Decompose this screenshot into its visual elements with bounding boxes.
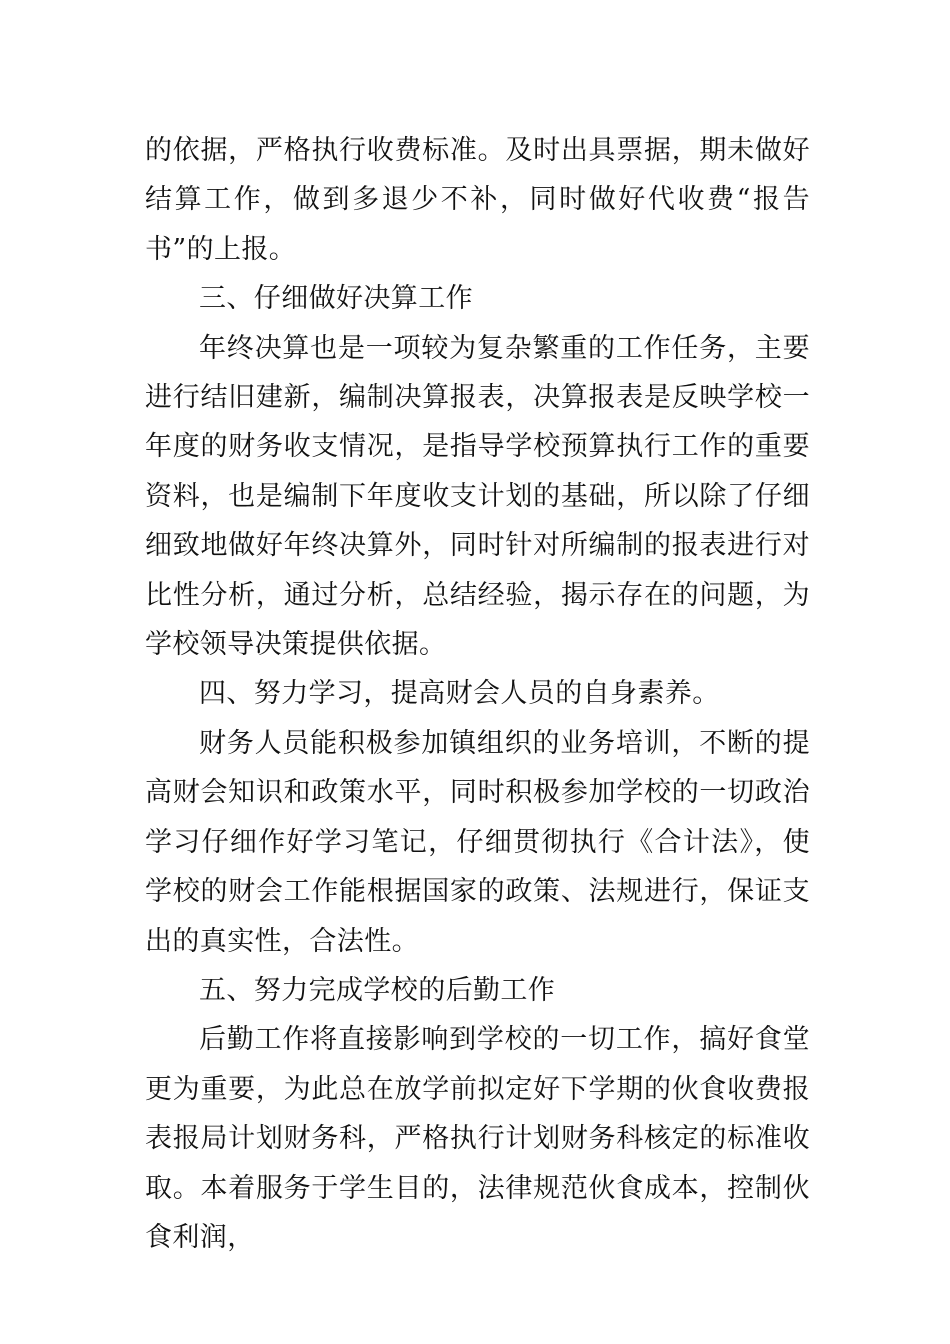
- heading-final-accounts: 三、仔细做好决算工作: [199, 283, 473, 315]
- paragraph-study: 财务人员能积极参加镇组织的业务培训，不断的提高财会知识和政策水平，同时积极参加学校的一切政治学习仔细作好学习笔记，仔细贯彻执行《合计法》，使学校的财会工作能根据国家的政策、法规进行，保证支出的真实性，合法性。: [145, 727, 810, 957]
- paragraph-logistics: 后勤工作将直接影响到学校的一切工作，搞好食堂更为重要，为此总在放学前拟定好下学期的伙食收费报表报局计划财务科，严格执行计划财务科核定的标准收取。本着服务于学生目的，法律规范伙食成本，控制伙食利润，: [145, 1024, 810, 1253]
- heading-study: 四、努力学习，提高财会人员的自身素养。: [199, 678, 720, 710]
- paragraph-fee-standards: 的依据，严格执行收费标准。及时出具票据，期未做好结算工作，做到多退少不补，同时做好代收费“报告书”的上报。: [145, 135, 810, 265]
- document-body: [145, 126, 810, 1262]
- heading-logistics: 五、努力完成学校的后勤工作: [199, 974, 556, 1006]
- paragraph-final-accounts: 年终决算也是一项较为复杂繁重的工作任务，主要进行结旧建新，编制决算报表，决算报表是反映学校一年度的财务收支情况，是指导学校预算执行工作的重要资料，也是编制下年度收支计划的基础，所以除了仔细细致地做好年终决算外，同时针对所编制的报表进行对比性分析，通过分析，总结经验，揭示存在的问题，为学校领导决策提供依据。: [145, 332, 810, 661]
